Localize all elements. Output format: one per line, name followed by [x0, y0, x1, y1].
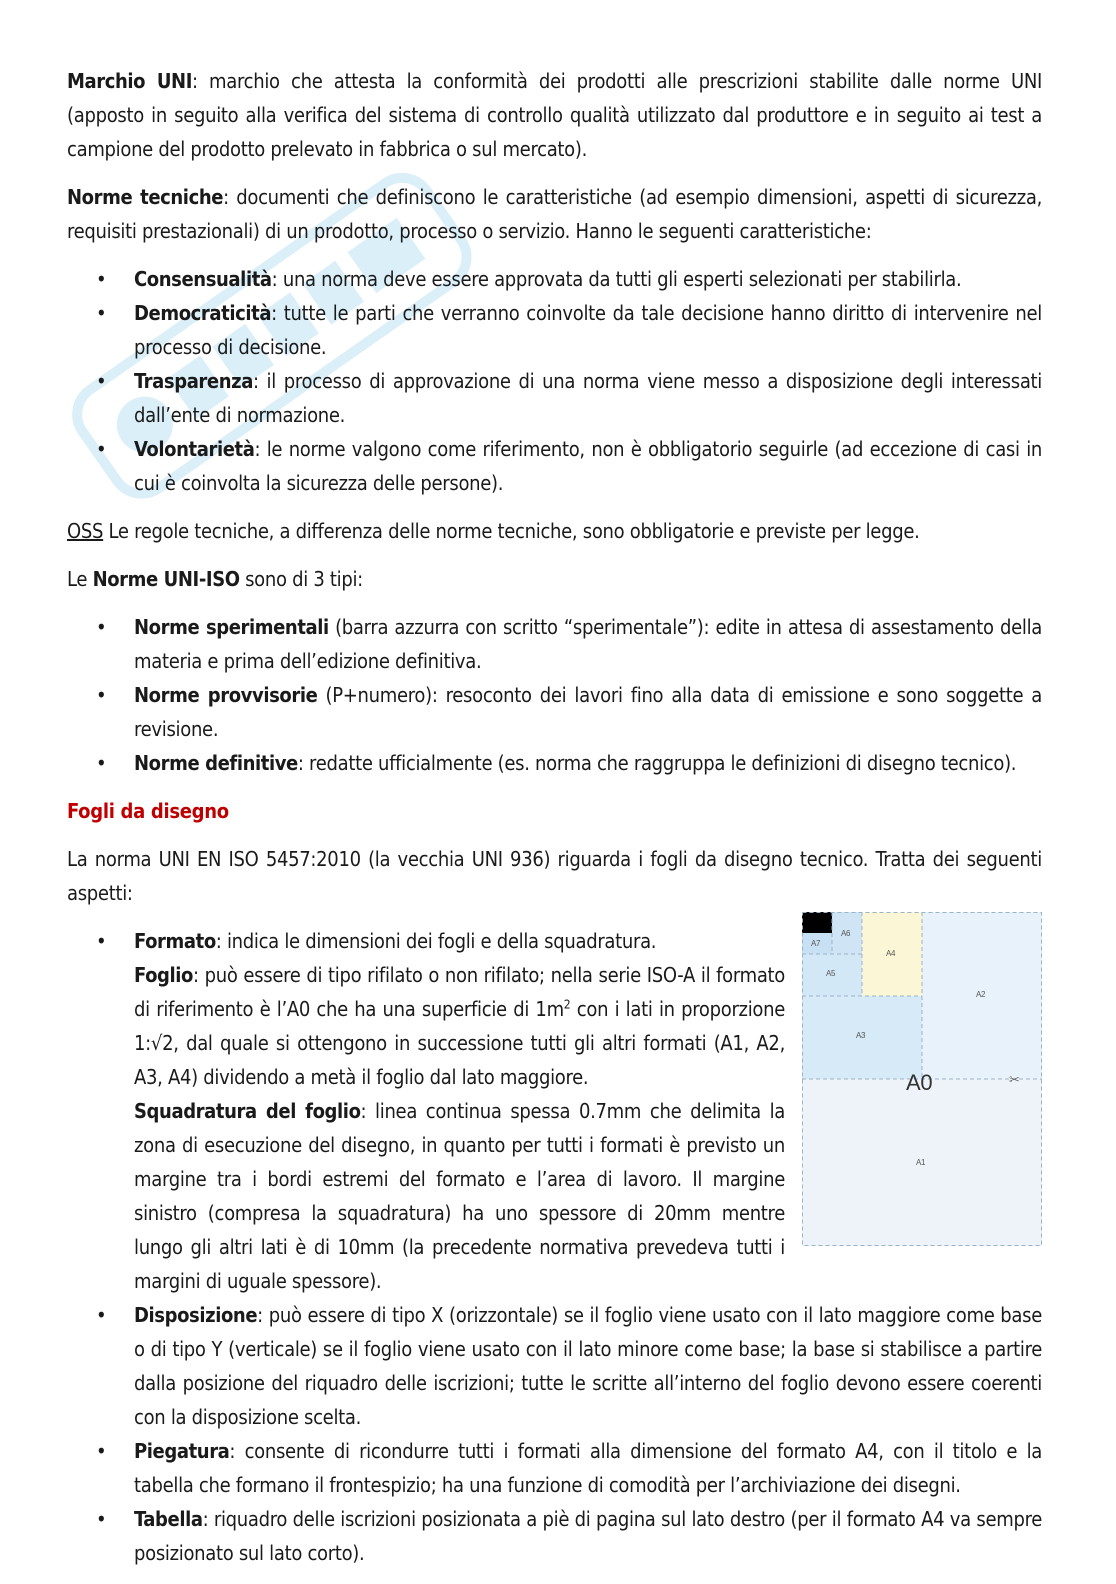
squadratura-paragraph: [134, 1094, 785, 1298]
scissors-icon: ✂: [1009, 1073, 1020, 1088]
label-a7: A7: [811, 939, 821, 948]
list-item: [134, 1434, 1042, 1502]
uni-iso-paragraph: [67, 562, 1042, 596]
list-item-text: (P+numero): resoconto dei lavori fino alla data di emissione e sono soggette a revisione.: [134, 683, 1042, 741]
list-item: [134, 1298, 1042, 1434]
format-corner: [802, 912, 832, 933]
document-page: [67, 64, 1042, 1584]
list-item: [134, 262, 1042, 296]
label-a3: A3: [856, 1031, 866, 1040]
list-item: [134, 364, 1042, 432]
list-item-term: Tabella: [134, 1507, 203, 1531]
label-a5: A5: [826, 969, 836, 978]
paper-formats-figure: [802, 912, 1042, 1246]
list-item: [134, 432, 1042, 500]
list-item-text: : redatte ufficialmente (es. norma che raggruppa le definizioni di disegno tecnico).: [297, 751, 1017, 775]
list-item-formato: [134, 924, 1042, 1298]
squadratura-text: : linea continua spessa 0.7mm che delimita la zona di esecuzione del disegno, in quanto per tutti i formati è previsto un margine tra i bordi estremi del formato e l’area di lavoro. Il margine sinistro (compresa la squadratura) ha uno spessore di 20mm mentre lungo gli altri lati è di 10mm (la precedente normativa prevedeva tutti i margini di uguale spessore).: [134, 1099, 785, 1293]
label-a0: A0: [906, 1070, 933, 1095]
list-item-text: (barra azzurra con scritto “sperimentale”): edite in attesa di assestamento della materia e prima dell’edizione definitiva.: [134, 615, 1043, 673]
uni-iso-pre: Le: [67, 567, 93, 591]
formato-line: [134, 924, 785, 958]
list-item-term: Consensualità: [134, 267, 272, 291]
list-item-text: : riquadro delle iscrizioni posizionata a piè di pagina sul lato destro (per il formato A4 va sempre posizionato sul lato corto).: [134, 1507, 1042, 1565]
marchio-uni-paragraph: [67, 64, 1042, 166]
formato-term: Formato: [134, 929, 216, 953]
formato-text: : indica le dimensioni dei fogli e della squadratura.: [215, 929, 657, 953]
list-item: [134, 610, 1042, 678]
foglio-text-b: con i lati in proporzione 1:√2, dal quale si ottengono in successione tutti gli altri formati (A1, A2, A3, A4) dividendo a metà il foglio dal lato maggiore.: [134, 997, 785, 1089]
list-item-term: Democraticità: [134, 301, 272, 325]
list-item-text: : tutte le parti che verranno coinvolte da tale decisione hanno diritto di intervenire nel processo di decisione.: [134, 301, 1042, 359]
formato-text-block: [134, 924, 785, 1298]
list-item-term: Norme definitive: [134, 751, 298, 775]
norme-tecniche-text: : documenti che definiscono le caratteristiche (ad esempio dimensioni, aspetti di sicurezza, requisiti prestazionali) di un prodotto, processo o servizio. Hanno le seguenti caratteristiche:: [67, 185, 1042, 243]
list-item: [134, 296, 1042, 364]
list-item: [134, 678, 1042, 746]
list-item-text: : consente di ricondurre tutti i formati alla dimensione del formato A4, con il titolo e la tabella che formano il frontespizio; ha una funzione di comodità per l’archiviazione dei disegni.: [134, 1439, 1042, 1497]
list-item: [134, 746, 1042, 780]
oss-text: Le regole tecniche, a differenza delle norme tecniche, sono obbligatorie e previste per legge.: [103, 519, 920, 543]
squadratura-term: Squadratura del foglio: [134, 1099, 361, 1123]
list-item-term: Disposizione: [134, 1303, 258, 1327]
list-item-text: : una norma deve essere approvata da tutti gli esperti selezionati per stabilirla.: [271, 267, 962, 291]
foglio-term: Foglio: [134, 963, 194, 987]
norme-tecniche-term: Norme tecniche: [67, 185, 224, 209]
uni-iso-term: Norme UNI-ISO: [92, 567, 240, 591]
list-item-term: Piegatura: [134, 1439, 230, 1463]
uni-iso-list: [67, 610, 1042, 780]
label-a6: A6: [841, 929, 851, 938]
list-item-term: Norme sperimentali: [134, 615, 329, 639]
list-item: [134, 1502, 1042, 1570]
fogli-intro: La norma UNI EN ISO 5457:2010 (la vecchia UNI 936) riguarda i fogli da disegno tecnico. Tratta dei seguenti aspetti:: [67, 847, 1042, 905]
list-item-text: : il processo di approvazione di una norma viene messo a disposizione degli interessati dall’ente di normazione.: [134, 369, 1042, 427]
norme-tecniche-paragraph: [67, 180, 1042, 248]
marchio-uni-term: Marchio UNI: [67, 69, 192, 93]
section-title-fogli: Fogli da disegno: [67, 799, 229, 823]
oss-paragraph: [67, 514, 1042, 548]
fogli-list: [67, 924, 1042, 1570]
foglio-sup: 2: [563, 997, 571, 1012]
list-item-term: Norme provvisorie: [134, 683, 318, 707]
list-item-text: : le norme valgono come riferimento, non è obbligatorio seguirle (ad eccezione di casi in cui è coinvolta la sicurezza delle persone).: [134, 437, 1042, 495]
label-a2: A2: [976, 990, 986, 999]
foglio-paragraph: [134, 958, 785, 1094]
list-item-term: Trasparenza: [134, 369, 253, 393]
oss-label: OSS: [67, 519, 104, 543]
foglio-text-a: : può essere di tipo rifilato o non rifilato; nella serie ISO-A il formato di riferimento è l’A0 che ha una superficie di 1m: [134, 963, 785, 1021]
caratteristiche-list: [67, 262, 1042, 500]
list-item-text: : può essere di tipo X (orizzontale) se il foglio viene usato con il lato maggiore come base o di tipo Y (verticale) se il foglio viene usato con il lato minore come base; la base si stabilisce a partire dalla posizione del riquadro delle iscrizioni; tutte le scritte all’interno del foglio devono essere coerenti con la disposizione scelta.: [134, 1303, 1042, 1429]
label-a4: A4: [886, 949, 896, 958]
marchio-uni-text: : marchio che attesta la conformità dei prodotti alle prescrizioni stabilite dalle norme UNI (apposto in seguito alla verifica del sistema di controllo qualità utilizzato dal produttore e in seguito ai test a campione del prodotto prelevato in fabbrica o sul mercato).: [67, 69, 1042, 161]
list-item-term: Volontarietà: [134, 437, 255, 461]
label-a1: A1: [916, 1158, 926, 1167]
uni-iso-post: sono di 3 tipi:: [239, 567, 363, 591]
